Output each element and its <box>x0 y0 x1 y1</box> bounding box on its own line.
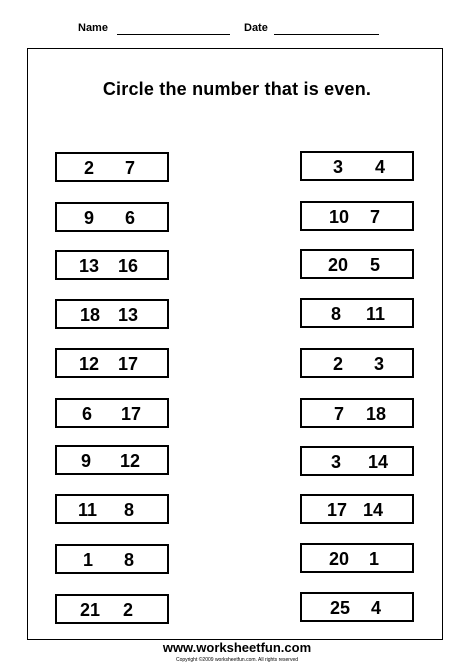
name-label: Name <box>78 22 108 34</box>
first-number[interactable]: 20 <box>329 549 350 569</box>
left-number-box <box>55 494 169 524</box>
right-number-box <box>300 201 414 231</box>
second-number[interactable]: 11 <box>366 304 386 324</box>
first-number[interactable]: 25 <box>330 598 351 618</box>
right-number-box <box>300 446 414 476</box>
second-number[interactable]: 8 <box>124 550 135 570</box>
first-number[interactable]: 13 <box>79 256 100 276</box>
second-number[interactable]: 17 <box>121 404 142 424</box>
left-number-box <box>55 299 169 329</box>
right-number-box <box>300 592 414 622</box>
second-number[interactable]: 1 <box>369 549 380 569</box>
first-number[interactable]: 20 <box>328 255 349 275</box>
second-number[interactable]: 6 <box>125 208 136 228</box>
first-number[interactable]: 3 <box>331 452 342 472</box>
left-number-box <box>55 445 169 475</box>
right-number-box <box>300 494 414 524</box>
second-number[interactable]: 12 <box>120 451 141 471</box>
left-number-box <box>55 398 169 428</box>
date-line <box>274 34 379 35</box>
second-number[interactable]: 16 <box>118 256 139 276</box>
left-number-box <box>55 544 169 574</box>
second-number[interactable]: 7 <box>125 158 136 178</box>
second-number[interactable]: 4 <box>375 157 386 177</box>
first-number[interactable]: 7 <box>334 404 345 424</box>
first-number[interactable]: 12 <box>79 354 100 374</box>
footer-copyright: Copyright ©2009 worksheetfun.com. All rights reserved <box>175 657 299 663</box>
right-number-box <box>300 151 414 181</box>
second-number[interactable]: 18 <box>366 404 387 424</box>
first-number[interactable]: 10 <box>329 207 350 227</box>
second-number[interactable]: 14 <box>363 500 384 520</box>
left-number-box <box>55 348 169 378</box>
first-number[interactable]: 11 <box>78 500 98 520</box>
second-number[interactable]: 14 <box>368 452 389 472</box>
first-number[interactable]: 17 <box>327 500 348 520</box>
first-number[interactable]: 6 <box>82 404 93 424</box>
left-number-box <box>55 202 169 232</box>
second-number[interactable]: 5 <box>370 255 381 275</box>
left-number-box <box>55 250 169 280</box>
second-number[interactable]: 7 <box>370 207 381 227</box>
first-number[interactable]: 9 <box>81 451 92 471</box>
right-number-box <box>300 249 414 279</box>
first-number[interactable]: 9 <box>84 208 95 228</box>
first-number[interactable]: 1 <box>83 550 94 570</box>
first-number[interactable]: 21 <box>80 600 101 620</box>
left-number-box <box>55 594 169 624</box>
name-line <box>117 34 230 35</box>
instruction-text: Circle the number that is even. <box>102 79 372 99</box>
worksheet-header <box>0 20 474 40</box>
first-number[interactable]: 18 <box>80 305 101 325</box>
second-number[interactable]: 3 <box>374 354 385 374</box>
date-label: Date <box>244 22 268 34</box>
right-number-box <box>300 348 414 378</box>
second-number[interactable]: 8 <box>124 500 135 520</box>
first-number[interactable]: 2 <box>333 354 344 374</box>
second-number[interactable]: 4 <box>371 598 382 618</box>
left-number-box <box>55 152 169 182</box>
first-number[interactable]: 3 <box>333 157 344 177</box>
right-number-box <box>300 398 414 428</box>
footer-url: www.worksheetfun.com <box>162 640 312 655</box>
second-number[interactable]: 13 <box>118 305 139 325</box>
second-number[interactable]: 17 <box>118 354 139 374</box>
second-number[interactable]: 2 <box>123 600 134 620</box>
right-number-box <box>300 298 414 328</box>
first-number[interactable]: 2 <box>84 158 95 178</box>
first-number[interactable]: 8 <box>331 304 342 324</box>
right-number-box <box>300 543 414 573</box>
